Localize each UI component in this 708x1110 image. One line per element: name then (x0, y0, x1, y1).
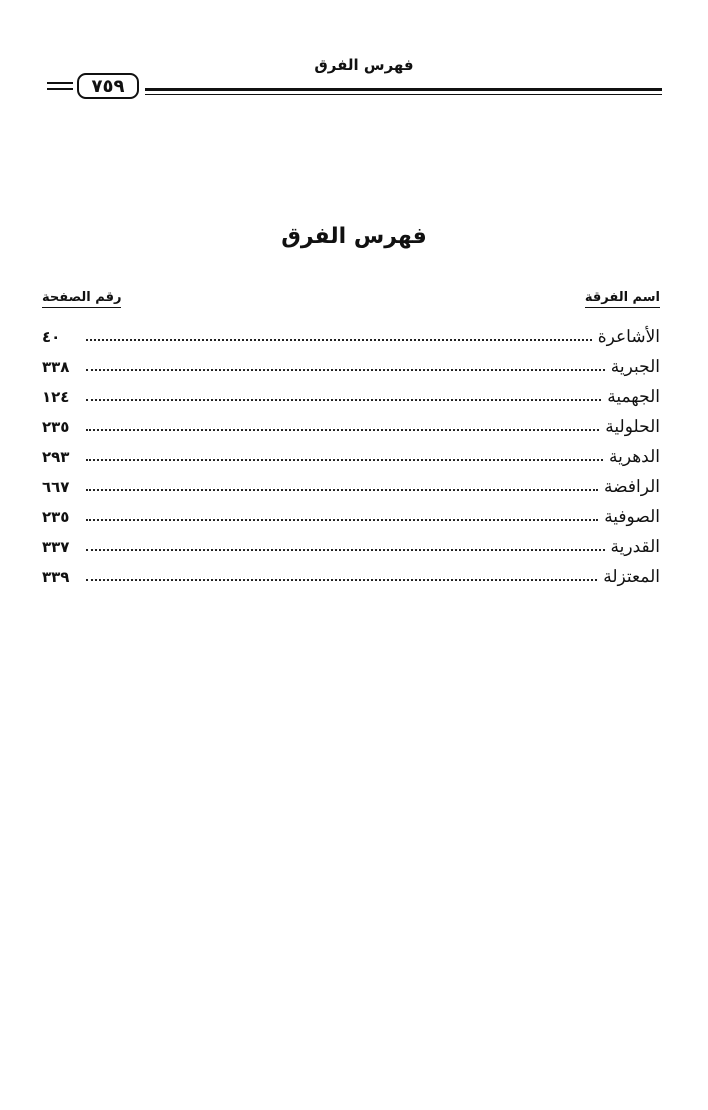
index-entry (42, 472, 660, 502)
header-rule-long-thick (145, 88, 662, 91)
entry-page: ١٢٤ (42, 388, 70, 406)
entry-page: ٢٩٣ (42, 448, 70, 466)
page-number-box (77, 73, 139, 99)
index-entry (42, 322, 660, 352)
entry-page: ٦٦٧ (42, 478, 70, 496)
page-number: ٧٥٩ (91, 75, 125, 97)
index-entry (42, 502, 660, 532)
entry-page: ٢٣٥ (42, 418, 70, 436)
entry-name: القدرية (610, 537, 660, 557)
entry-name: الدهرية (608, 447, 660, 467)
column-header-sect-name: اسم الفرقة (585, 290, 660, 308)
leader-dots (86, 429, 599, 431)
header-rule-short-bottom (47, 88, 73, 90)
leader-dots (86, 549, 605, 551)
leader-dots (86, 369, 605, 371)
leader-dots (86, 579, 597, 581)
leader-dots (86, 339, 592, 341)
entry-page: ٣٣٧ (42, 538, 70, 556)
header-rule-short-top (47, 82, 73, 84)
index-entry (42, 352, 660, 382)
index-entry (42, 412, 660, 442)
index-entry (42, 562, 660, 592)
index-entry (42, 442, 660, 472)
index-entry (42, 532, 660, 562)
leader-dots (86, 399, 601, 401)
entry-page: ٣٣٩ (42, 568, 70, 586)
entry-page: ٢٣٥ (42, 508, 70, 526)
leader-dots (86, 489, 598, 491)
index-entry (42, 382, 660, 412)
entry-name: الرافضة (604, 477, 660, 497)
entry-name: الجبرية (610, 357, 660, 377)
leader-dots (86, 459, 603, 461)
index-title: فهرس الفرق (281, 224, 427, 249)
page-header (0, 0, 708, 110)
running-title: فهرس الفرق (314, 56, 414, 74)
entry-page: ٣٣٨ (42, 358, 70, 376)
leader-dots (86, 519, 598, 521)
entry-name: الجهمية (607, 387, 660, 407)
entry-name: الصوفية (604, 507, 660, 527)
column-header-page-number: رقم الصفحة (42, 290, 121, 308)
index-entries (42, 322, 660, 592)
header-rule-long-thin (145, 94, 662, 95)
entry-name: الأشاعرة (597, 327, 660, 347)
entry-page: ٤٠ (42, 328, 61, 346)
entry-name: المعتزلة (603, 567, 660, 587)
entry-name: الحلولية (605, 417, 660, 437)
